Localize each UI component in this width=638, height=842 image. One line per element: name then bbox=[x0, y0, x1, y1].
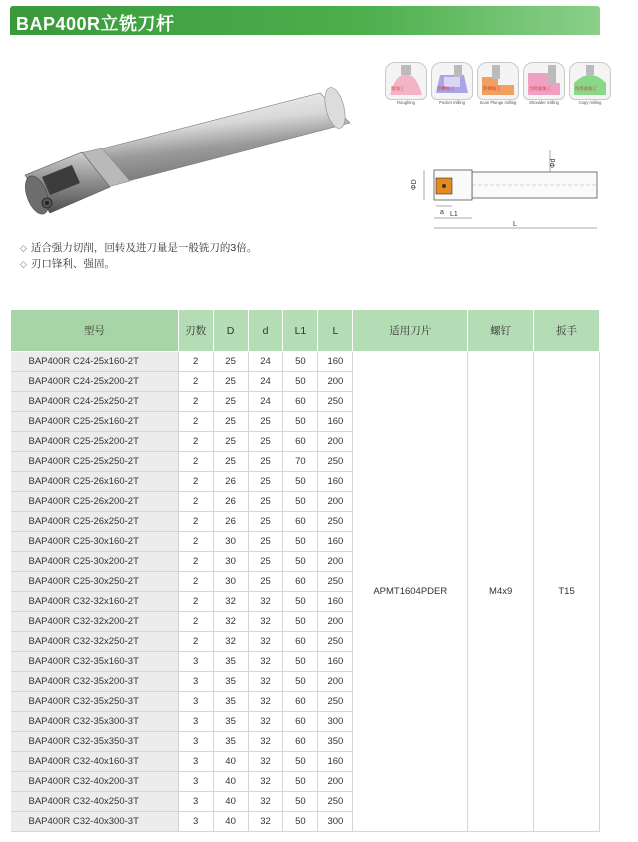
plunge-milling-icon bbox=[477, 62, 519, 100]
cell-L: 250 bbox=[318, 392, 353, 412]
cell-model: BAP400R C25-25x200-2T bbox=[11, 432, 179, 452]
header-d: d bbox=[248, 310, 283, 352]
cell-D: 40 bbox=[213, 752, 248, 772]
cell-d: 24 bbox=[248, 392, 283, 412]
feature-text: 刃口锋利、强固。 bbox=[30, 258, 115, 270]
feature-item bbox=[20, 240, 257, 256]
cell-flutes: 2 bbox=[178, 532, 213, 552]
cell-flutes: 2 bbox=[178, 572, 213, 592]
cell-model: BAP400R C32-35x250-3T bbox=[11, 692, 179, 712]
cell-model: BAP400R C25-26x200-2T bbox=[11, 492, 179, 512]
cell-d: 32 bbox=[248, 752, 283, 772]
cell-L1: 50 bbox=[283, 672, 318, 692]
cell-d: 32 bbox=[248, 732, 283, 752]
cell-D: 26 bbox=[213, 512, 248, 532]
cell-D: 35 bbox=[213, 732, 248, 752]
op-pocket bbox=[431, 62, 473, 107]
cell-d: 32 bbox=[248, 652, 283, 672]
cell-L1: 60 bbox=[283, 572, 318, 592]
cell-D: 25 bbox=[213, 452, 248, 472]
cell-L: 160 bbox=[318, 592, 353, 612]
cell-model: BAP400R C25-26x250-2T bbox=[11, 512, 179, 532]
op-caption: Roughing bbox=[397, 100, 415, 105]
cell-L1: 50 bbox=[283, 372, 318, 392]
cell-D: 30 bbox=[213, 572, 248, 592]
operation-icons bbox=[385, 62, 610, 110]
cell-L1: 60 bbox=[283, 512, 318, 532]
cell-d: 32 bbox=[248, 812, 283, 832]
cell-model: BAP400R C24-25x250-2T bbox=[11, 392, 179, 412]
cell-L1: 60 bbox=[283, 432, 318, 452]
op-caption: Shoulder milling bbox=[529, 100, 559, 105]
cell-L: 160 bbox=[318, 532, 353, 552]
op-copy bbox=[569, 62, 611, 107]
cell-L: 200 bbox=[318, 612, 353, 632]
cell-model: BAP400R C32-32x250-2T bbox=[11, 632, 179, 652]
cell-flutes: 2 bbox=[178, 612, 213, 632]
cell-d: 25 bbox=[248, 492, 283, 512]
cell-L: 300 bbox=[318, 712, 353, 732]
cell-d: 32 bbox=[248, 612, 283, 632]
roughing-icon bbox=[385, 62, 427, 100]
feature-text: 适合强力切削，回转及进刀量是一般铣刀的3倍。 bbox=[30, 242, 258, 254]
header-model: 型号 bbox=[11, 310, 179, 352]
cell-screw: M4x9 bbox=[468, 352, 534, 832]
cell-D: 40 bbox=[213, 792, 248, 812]
cell-flutes: 2 bbox=[178, 432, 213, 452]
cell-flutes: 2 bbox=[178, 452, 213, 472]
cell-flutes: 3 bbox=[178, 692, 213, 712]
cell-flutes: 2 bbox=[178, 352, 213, 372]
cell-L1: 50 bbox=[283, 492, 318, 512]
cell-flutes: 2 bbox=[178, 552, 213, 572]
cell-d: 25 bbox=[248, 532, 283, 552]
cell-L1: 50 bbox=[283, 752, 318, 772]
table-row bbox=[11, 352, 600, 372]
cell-d: 32 bbox=[248, 632, 283, 652]
cell-d: 32 bbox=[248, 792, 283, 812]
cell-D: 40 bbox=[213, 812, 248, 832]
cell-L: 250 bbox=[318, 632, 353, 652]
op-label: 粗加工 bbox=[391, 86, 405, 91]
header-insert: 适用刀片 bbox=[353, 310, 468, 352]
op-label: 台阶面加工 bbox=[529, 86, 551, 91]
cell-L: 160 bbox=[318, 412, 353, 432]
cell-flutes: 3 bbox=[178, 792, 213, 812]
cell-D: 40 bbox=[213, 772, 248, 792]
cell-L1: 50 bbox=[283, 612, 318, 632]
cell-model: BAP400R C32-40x250-3T bbox=[11, 792, 179, 812]
op-label: 挖槽加工 bbox=[437, 86, 455, 91]
cell-flutes: 2 bbox=[178, 632, 213, 652]
cell-D: 32 bbox=[213, 592, 248, 612]
cell-L: 200 bbox=[318, 372, 353, 392]
cell-L1: 60 bbox=[283, 692, 318, 712]
cell-D: 25 bbox=[213, 352, 248, 372]
cell-flutes: 2 bbox=[178, 372, 213, 392]
cell-L: 250 bbox=[318, 692, 353, 712]
cell-L1: 50 bbox=[283, 792, 318, 812]
cell-flutes: 2 bbox=[178, 412, 213, 432]
op-roughing bbox=[385, 62, 427, 107]
cell-flutes: 3 bbox=[178, 752, 213, 772]
cell-L1: 50 bbox=[283, 472, 318, 492]
cell-D: 32 bbox=[213, 612, 248, 632]
cell-d: 25 bbox=[248, 452, 283, 472]
cell-flutes: 3 bbox=[178, 712, 213, 732]
cell-L1: 60 bbox=[283, 732, 318, 752]
cell-D: 26 bbox=[213, 472, 248, 492]
diamond-bullet-icon: ◇ bbox=[20, 259, 27, 269]
cell-model: BAP400R C25-30x250-2T bbox=[11, 572, 179, 592]
cell-D: 30 bbox=[213, 552, 248, 572]
cell-D: 25 bbox=[213, 372, 248, 392]
cell-D: 35 bbox=[213, 672, 248, 692]
cell-flutes: 3 bbox=[178, 812, 213, 832]
cell-L: 160 bbox=[318, 472, 353, 492]
header-wrench: 扳手 bbox=[534, 310, 600, 352]
spec-table bbox=[10, 309, 600, 832]
cell-L: 200 bbox=[318, 672, 353, 692]
cell-model: BAP400R C25-26x160-2T bbox=[11, 472, 179, 492]
cell-model: BAP400R C25-30x200-2T bbox=[11, 552, 179, 572]
cell-wrench: T15 bbox=[534, 352, 600, 832]
op-caption: Copy milling bbox=[578, 100, 602, 105]
cell-L1: 50 bbox=[283, 552, 318, 572]
cell-flutes: 2 bbox=[178, 472, 213, 492]
cell-d: 24 bbox=[248, 372, 283, 392]
cell-D: 32 bbox=[213, 632, 248, 652]
features-list bbox=[20, 240, 257, 272]
cell-L1: 50 bbox=[283, 352, 318, 372]
cell-model: BAP400R C32-40x200-3T bbox=[11, 772, 179, 792]
cell-L1: 50 bbox=[283, 532, 318, 552]
cell-L: 200 bbox=[318, 772, 353, 792]
cell-flutes: 3 bbox=[178, 652, 213, 672]
cell-model: BAP400R C25-30x160-2T bbox=[11, 532, 179, 552]
cell-flutes: 2 bbox=[178, 492, 213, 512]
cell-D: 25 bbox=[213, 432, 248, 452]
cell-d: 32 bbox=[248, 772, 283, 792]
cell-model: BAP400R C32-35x200-3T bbox=[11, 672, 179, 692]
cell-d: 32 bbox=[248, 672, 283, 692]
cell-d: 25 bbox=[248, 412, 283, 432]
tool-holder-image bbox=[20, 55, 360, 245]
cell-L1: 60 bbox=[283, 632, 318, 652]
cell-L: 160 bbox=[318, 752, 353, 772]
cell-L1: 50 bbox=[283, 592, 318, 612]
cell-L: 250 bbox=[318, 452, 353, 472]
cell-d: 25 bbox=[248, 472, 283, 492]
cell-model: BAP400R C32-32x200-2T bbox=[11, 612, 179, 632]
cell-L1: 70 bbox=[283, 452, 318, 472]
copy-milling-icon bbox=[569, 62, 611, 100]
cell-L: 350 bbox=[318, 732, 353, 752]
cell-d: 25 bbox=[248, 512, 283, 532]
cell-flutes: 3 bbox=[178, 672, 213, 692]
header-L1: L1 bbox=[283, 310, 318, 352]
cell-model: BAP400R C32-35x160-3T bbox=[11, 652, 179, 672]
cell-D: 25 bbox=[213, 392, 248, 412]
cell-L: 200 bbox=[318, 492, 353, 512]
cell-D: 30 bbox=[213, 532, 248, 552]
cell-d: 32 bbox=[248, 592, 283, 612]
cell-model: BAP400R C25-25x250-2T bbox=[11, 452, 179, 472]
table-header-row bbox=[11, 310, 600, 352]
cell-model: BAP400R C32-40x160-3T bbox=[11, 752, 179, 772]
cell-L1: 50 bbox=[283, 412, 318, 432]
dim-L1-label: L1 bbox=[450, 211, 458, 218]
cell-flutes: 3 bbox=[178, 772, 213, 792]
cell-flutes: 3 bbox=[178, 732, 213, 752]
cell-L: 160 bbox=[318, 352, 353, 372]
cell-model: BAP400R C25-25x160-2T bbox=[11, 412, 179, 432]
cell-d: 25 bbox=[248, 572, 283, 592]
table-body bbox=[11, 352, 600, 832]
cell-L1: 60 bbox=[283, 712, 318, 732]
cell-model: BAP400R C32-35x300-3T bbox=[11, 712, 179, 732]
cell-model: BAP400R C24-25x160-2T bbox=[11, 352, 179, 372]
op-plunge bbox=[477, 62, 519, 107]
header-L: L bbox=[318, 310, 353, 352]
cell-d: 32 bbox=[248, 712, 283, 732]
cell-d: 32 bbox=[248, 692, 283, 712]
cell-d: 25 bbox=[248, 432, 283, 452]
op-shoulder bbox=[523, 62, 565, 107]
dim-a-label: a bbox=[440, 209, 444, 216]
cell-D: 35 bbox=[213, 652, 248, 672]
cell-model: BAP400R C32-32x160-2T bbox=[11, 592, 179, 612]
cell-L1: 50 bbox=[283, 652, 318, 672]
cell-L: 300 bbox=[318, 812, 353, 832]
cell-L: 250 bbox=[318, 512, 353, 532]
op-caption: Scan Plunge milling bbox=[479, 100, 517, 105]
cell-D: 26 bbox=[213, 492, 248, 512]
cell-L1: 60 bbox=[283, 392, 318, 412]
dim-L-label: L bbox=[513, 221, 517, 228]
cell-insert: APMT1604PDER bbox=[353, 352, 468, 832]
shoulder-milling-icon bbox=[523, 62, 565, 100]
header-D: D bbox=[213, 310, 248, 352]
cell-L: 250 bbox=[318, 572, 353, 592]
header-screw: 螺钉 bbox=[468, 310, 534, 352]
feature-item bbox=[20, 256, 257, 272]
cell-flutes: 2 bbox=[178, 512, 213, 532]
cell-D: 35 bbox=[213, 712, 248, 732]
header-flutes: 刃数 bbox=[178, 310, 213, 352]
cell-model: BAP400R C32-35x350-3T bbox=[11, 732, 179, 752]
cell-D: 35 bbox=[213, 692, 248, 712]
page-title: BAP400R立铣刀杆 bbox=[16, 14, 175, 34]
cell-D: 25 bbox=[213, 412, 248, 432]
cell-L: 250 bbox=[318, 792, 353, 812]
op-caption: Pocket milling bbox=[439, 100, 465, 105]
op-label: 仿形面加工 bbox=[575, 86, 597, 91]
cell-L1: 50 bbox=[283, 812, 318, 832]
cell-flutes: 2 bbox=[178, 592, 213, 612]
op-label: 阶梯加工 bbox=[483, 86, 501, 91]
cell-flutes: 2 bbox=[178, 392, 213, 412]
cell-L: 200 bbox=[318, 432, 353, 452]
cell-L1: 50 bbox=[283, 772, 318, 792]
cell-model: BAP400R C32-40x300-3T bbox=[11, 812, 179, 832]
dim-d-label: Φd bbox=[550, 158, 557, 168]
cell-L: 160 bbox=[318, 652, 353, 672]
dim-D-label: ΦD bbox=[411, 179, 418, 190]
diamond-bullet-icon: ◇ bbox=[20, 243, 27, 253]
cell-model: BAP400R C24-25x200-2T bbox=[11, 372, 179, 392]
cell-d: 25 bbox=[248, 552, 283, 572]
pocket-milling-icon bbox=[431, 62, 473, 100]
title-banner bbox=[10, 6, 600, 35]
cell-d: 24 bbox=[248, 352, 283, 372]
dimension-drawing bbox=[410, 140, 610, 235]
cell-L: 200 bbox=[318, 552, 353, 572]
